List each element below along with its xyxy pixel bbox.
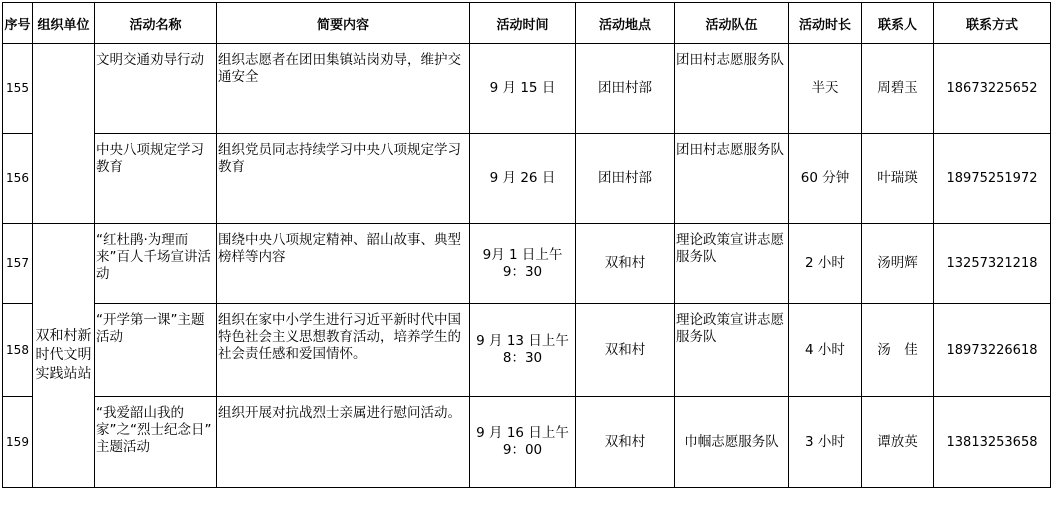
header-phone: 联系方式 xyxy=(934,3,1051,44)
header-place: 活动地点 xyxy=(576,3,675,44)
cell-time: 9 月 13 日上午 8：30 xyxy=(470,304,576,397)
cell-phone: 18973226618 xyxy=(934,304,1051,397)
cell-team: 巾帼志愿服务队 xyxy=(675,397,789,488)
header-duration: 活动时长 xyxy=(789,3,862,44)
header-contact: 联系人 xyxy=(862,3,934,44)
cell-seq: 156 xyxy=(3,134,33,224)
header-row xyxy=(3,3,1051,44)
cell-place: 双和村 xyxy=(576,397,675,488)
cell-team: 团田村志愿服务队 xyxy=(675,134,789,224)
cell-team: 团田村志愿服务队 xyxy=(675,44,789,134)
table-row xyxy=(3,224,1051,304)
cell-name: “我爱韶山我的家”之“烈士纪念日” 主题活动 xyxy=(95,397,217,488)
cell-team: 理论政策宣讲志愿服务队 xyxy=(675,224,789,304)
cell-team: 理论政策宣讲志愿服务队 xyxy=(675,304,789,397)
cell-duration: 4 小时 xyxy=(789,304,862,397)
cell-contact: 汤明辉 xyxy=(862,224,934,304)
cell-place: 双和村 xyxy=(576,224,675,304)
activity-table xyxy=(2,2,1051,488)
cell-time: 9 月 15 日 xyxy=(470,44,576,134)
cell-contact: 谭放英 xyxy=(862,397,934,488)
header-org: 组织单位 xyxy=(33,3,95,44)
cell-contact: 周碧玉 xyxy=(862,44,934,134)
header-name: 活动名称 xyxy=(95,3,217,44)
cell-content: 组织开展对抗战烈士亲属进行慰问活动。 xyxy=(217,397,470,488)
cell-seq: 159 xyxy=(3,397,33,488)
cell-place: 团田村部 xyxy=(576,134,675,224)
cell-content: 组织在家中小学生进行习近平新时代中国特色社会主义思想教育活动，培养学生的社会责任感和爱国情怀。 xyxy=(217,304,470,397)
cell-phone: 18673225652 xyxy=(934,44,1051,134)
table-row xyxy=(3,44,1051,134)
cell-content: 组织志愿者在团田集镇站岗劝导，维护交通安全 xyxy=(217,44,470,134)
cell-contact: 叶瑞瑛 xyxy=(862,134,934,224)
cell-phone: 13813253658 xyxy=(934,397,1051,488)
cell-time: 9 月 16 日上午 9：00 xyxy=(470,397,576,488)
cell-name: 中央八项规定学习教育 xyxy=(95,134,217,224)
cell-contact: 汤 佳 xyxy=(862,304,934,397)
cell-name: 文明交通劝导行动 xyxy=(95,44,217,134)
header-seq: 序号 xyxy=(3,3,33,44)
cell-name: “红杜鹃·为理而来”百人千场宣讲活动 xyxy=(95,224,217,304)
cell-duration: 半天 xyxy=(789,44,862,134)
cell-seq: 155 xyxy=(3,44,33,134)
cell-time: 9月 1 日上午 9：30 xyxy=(470,224,576,304)
cell-name: “开学第一课”主题活动 xyxy=(95,304,217,397)
cell-content: 组织党员同志持续学习中央八项规定学习教育 xyxy=(217,134,470,224)
cell-content: 围绕中央八项规定精神、韶山故事、典型榜样等内容 xyxy=(217,224,470,304)
table-row xyxy=(3,397,1051,488)
cell-org-group-1 xyxy=(33,44,95,224)
header-content: 简要内容 xyxy=(217,3,470,44)
cell-duration: 60 分钟 xyxy=(789,134,862,224)
header-time: 活动时间 xyxy=(470,3,576,44)
cell-duration: 3 小时 xyxy=(789,397,862,488)
cell-seq: 158 xyxy=(3,304,33,397)
table-row xyxy=(3,134,1051,224)
cell-duration: 2 小时 xyxy=(789,224,862,304)
cell-place: 双和村 xyxy=(576,304,675,397)
table-row xyxy=(3,304,1051,397)
header-team: 活动队伍 xyxy=(675,3,789,44)
cell-place: 团田村部 xyxy=(576,44,675,134)
cell-org-group-2: 双和村新时代文明实践站站 xyxy=(33,224,95,488)
cell-phone: 13257321218 xyxy=(934,224,1051,304)
cell-phone: 18975251972 xyxy=(934,134,1051,224)
cell-time: 9 月 26 日 xyxy=(470,134,576,224)
cell-seq: 157 xyxy=(3,224,33,304)
